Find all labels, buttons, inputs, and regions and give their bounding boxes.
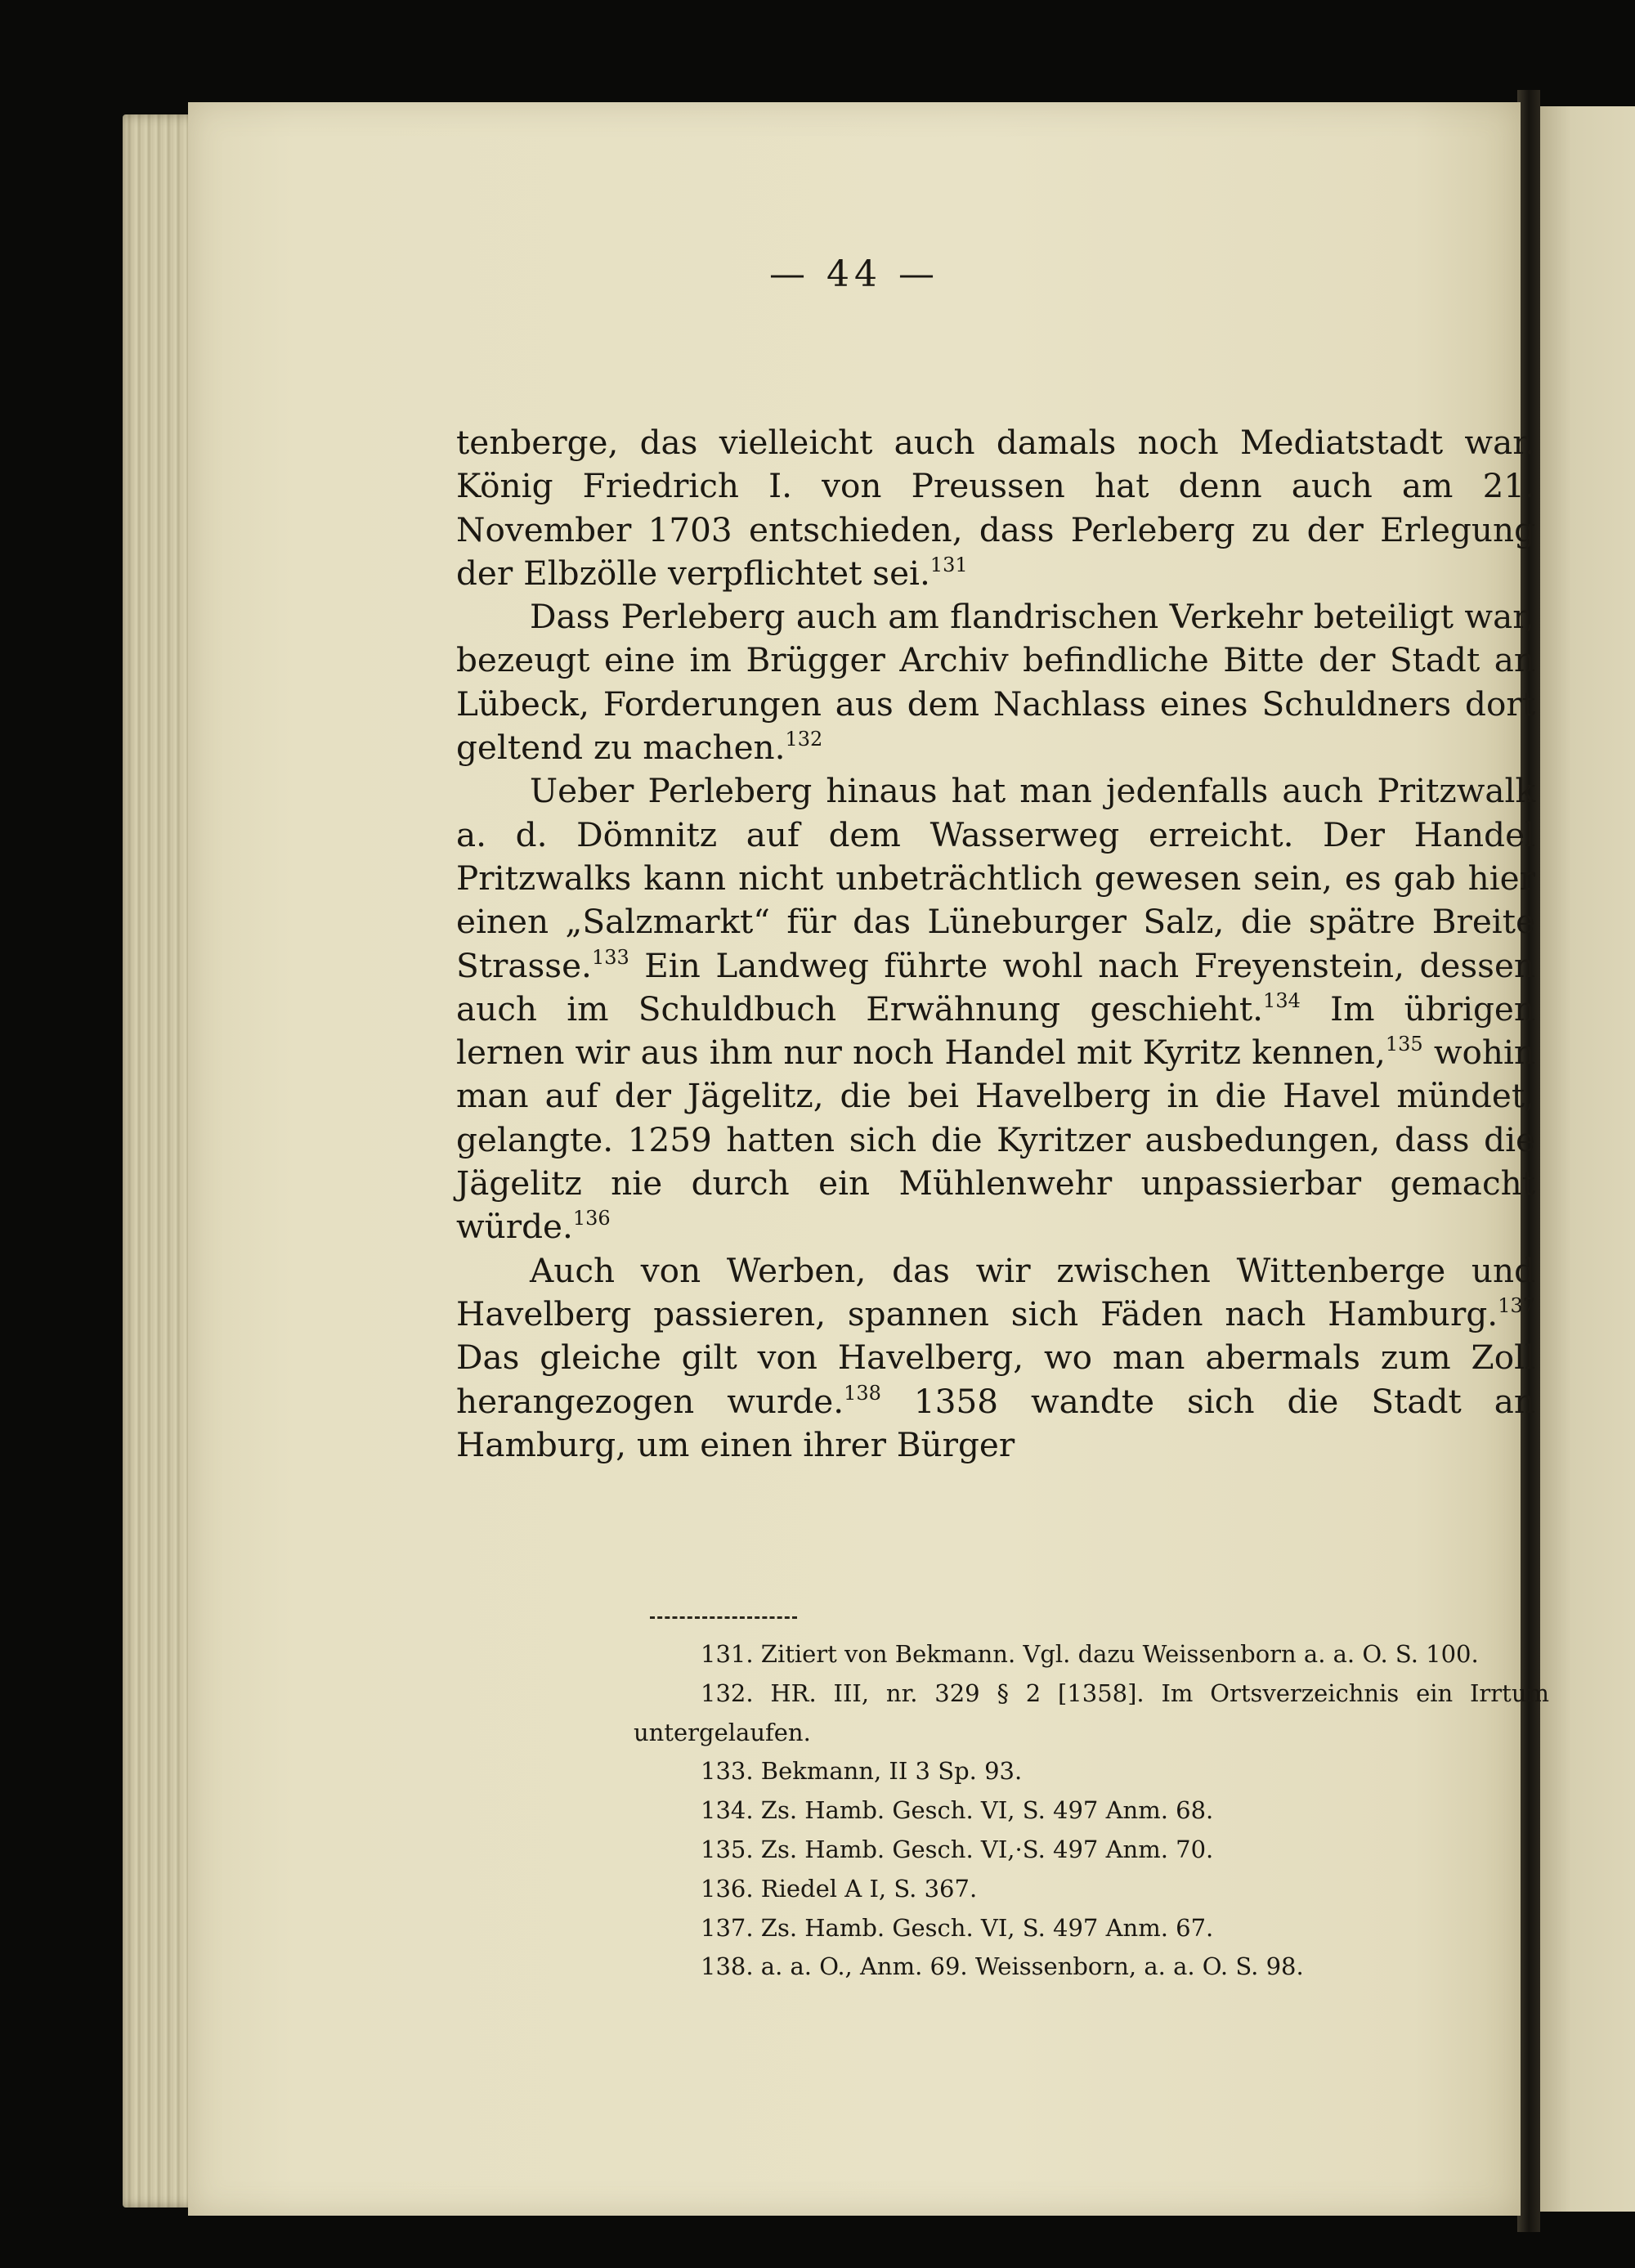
paragraph-text: Auch von Werben, das wir zwischen Wittenberge und Havelberg passieren, spannen sich Fäden nach Hamburg. bbox=[456, 1250, 1535, 1333]
footnotes bbox=[634, 1635, 1549, 1987]
body-text bbox=[456, 421, 1535, 1467]
footnote-ref: 133 bbox=[591, 945, 629, 969]
footnote-separator bbox=[650, 1616, 797, 1619]
book-page bbox=[188, 102, 1549, 2216]
footnote: 131. Zitiert von Bekmann. Vgl. dazu Weissenborn a. a. O. S. 100. bbox=[701, 1640, 1479, 1668]
paragraph-text: Ueber Perleberg hinaus hat man jedenfalls auch Pritzwalk a. d. Dömnitz auf dem Wasserweg erreicht. Der Handel Pritzwalks kann nicht unbeträchtlich gewesen sein, es gab hier einen „Salzmarkt“ für das Lüneburger Salz, die spätre Breite Strasse. bbox=[456, 771, 1535, 985]
footnote: 133. Bekmann, II 3 Sp. 93. bbox=[701, 1757, 1023, 1786]
footnote-ref: 131 bbox=[929, 553, 968, 576]
paragraph-3 bbox=[456, 769, 1535, 1248]
paragraph-text: wohin man auf der Jägelitz, die bei Havelberg in die Havel mündet, gelangte. 1259 hatten sich die Kyritzer ausbedungen, dass die Jägelitz nie durch ein Mühlenwehr unpassierbar gemacht würde. bbox=[456, 1033, 1536, 1247]
paragraph-2 bbox=[456, 595, 1535, 769]
footnote: 135. Zs. Hamb. Gesch. VI,·S. 497 Anm. 70. bbox=[701, 1835, 1214, 1863]
paragraph-text: Ein Landweg führte wohl nach Freyenstein, dessen auch im Schuldbuch Erwähnung geschieht. bbox=[456, 945, 1535, 1029]
paragraph-1 bbox=[456, 421, 1535, 595]
footnote-ref: 135 bbox=[1385, 1033, 1423, 1056]
footnote: 137. Zs. Hamb. Gesch. VI, S. 497 Anm. 67. bbox=[701, 1913, 1214, 1942]
footnote: 132. HR. III, nr. 329 § 2 [1358]. Im Ortsverzeichnis ein Irrtum untergelaufen. bbox=[634, 1679, 1549, 1746]
footnote-ref: 137 bbox=[1498, 1293, 1535, 1317]
footnote-ref: 134 bbox=[1263, 988, 1301, 1012]
footnote: 138. a. a. O., Anm. 69. Weissenborn, a. a. O. S. 98. bbox=[701, 1952, 1304, 1981]
footnote-ref: 132 bbox=[785, 728, 823, 751]
footnote-ref: 138 bbox=[844, 1381, 881, 1405]
paragraph-text: Im übrigen lernen wir aus ihm nur noch Handel mit Kyritz kennen, bbox=[456, 988, 1535, 1073]
footnote: 134. Zs. Hamb. Gesch. VI, S. 497 Anm. 68. bbox=[701, 1796, 1214, 1825]
paragraph-text: 1358 wandte sich die Stadt an Hamburg, um einen ihrer Bürger bbox=[456, 1381, 1535, 1464]
facing-page-edge bbox=[1537, 106, 1635, 2212]
paragraph-text: Das gleiche gilt von Havelberg, wo man abermals zum Zoll herangezogen wurde. bbox=[456, 1338, 1535, 1421]
page-number: — 44 — bbox=[769, 253, 939, 295]
paragraph-text: tenberge, das vielleicht auch damals noch Mediatstadt war. König Friedrich I. von Preussen hat denn auch am 21. November 1703 entschieden, dass Perleberg zu der Erlegung der Elbzölle verpflichtet sei. bbox=[456, 423, 1535, 593]
footnote: 136. Riedel A I, S. 367. bbox=[701, 1874, 978, 1903]
footnote-ref: 136 bbox=[572, 1207, 611, 1230]
paragraph-4 bbox=[456, 1249, 1535, 1467]
paragraph-text: Dass Perleberg auch am flandrischen Verkehr beteiligt war, bezeugt eine im Brügger Archiv befindliche Bitte der Stadt an Lübeck, Forderungen aus dem Nachlass eines Schuldners dort geltend zu machen. bbox=[456, 597, 1535, 768]
